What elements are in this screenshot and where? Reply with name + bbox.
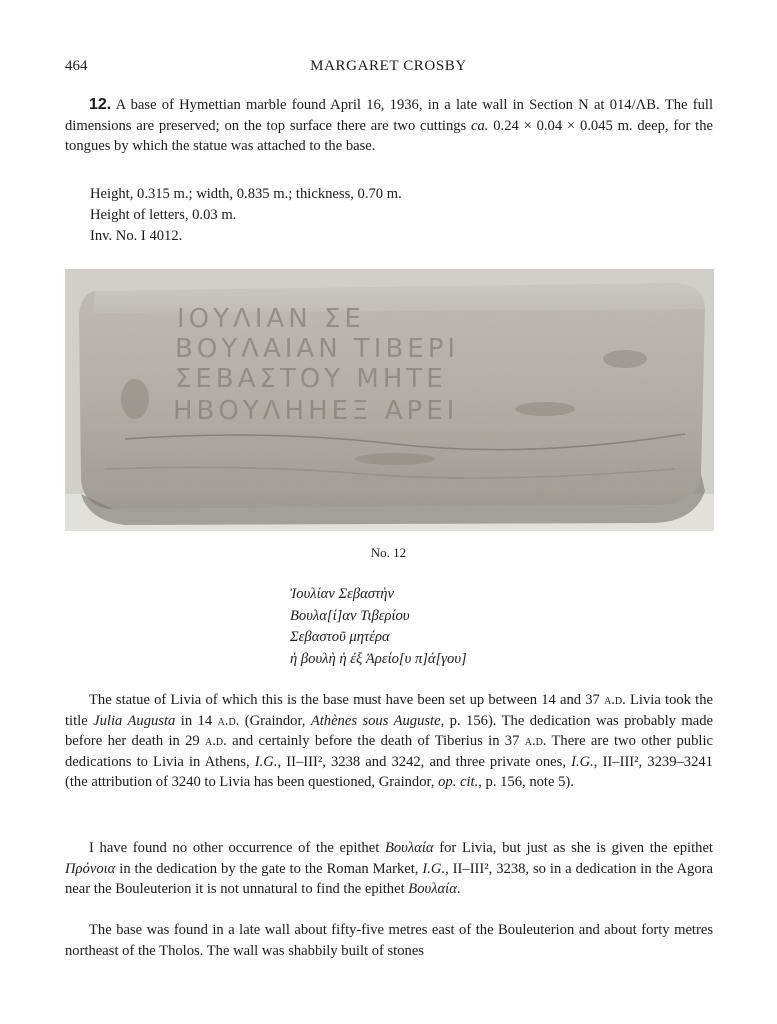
dimensions-size: Height, 0.315 m.; width, 0.835 m.; thickness, 0.70 m. (90, 186, 402, 202)
epithet-boulaia: Βουλαία (408, 881, 457, 897)
text-run: Livia took the title (65, 692, 713, 729)
epithet-boulaia: Βουλαία (384, 840, 434, 856)
text-run: . (456, 881, 461, 897)
text-run: There are two other public dedications to Livia in Athens, (65, 733, 713, 770)
svg-text:ΒΟΥΛΑΙΑΝ ΤΙΒΕΡΙ: ΒΟΥΛΑΙΑΝ ΤΙΒΕΡΙ (175, 334, 460, 364)
citation-title: Athènes sous Auguste (310, 712, 441, 729)
entry-intro-end: 0.24 × 0.04 × 0.045 m. deep, for the tongues by which the statue was attached to the base. (65, 117, 713, 154)
inscribed-base-photo (65, 269, 714, 531)
epithet-pronoia: Πρόνοια (65, 860, 116, 877)
title-julia-augusta: Julia Augusta (93, 712, 176, 729)
page-number: 464 (65, 58, 88, 74)
text-run: I have found no other occurrence of the epithet (89, 840, 385, 856)
text-run: The statue of Livia of which this is the base must have been set up between 14 and 37 (89, 692, 605, 708)
citation-ig: I.G. (422, 860, 446, 877)
inventory-number: Inv. No. I 4012. (90, 228, 183, 244)
running-head: MARGARET CROSBY (310, 58, 467, 74)
text-run: , II–III², 3238 and 3242, and three private ones, (277, 753, 572, 770)
inscription-line: Ἰουλίαν Σεβαστὴν (290, 586, 394, 602)
text-run: , II–III², 3238, so in a dedication in the Agora near the Bouleuterion it is not unnatural to find the epithet (65, 860, 713, 897)
photo-caption: No. 12 (370, 545, 407, 560)
commentary-paragraph-3: The base was found in a late wall about fifty-five metres east of the Bouleuterion and about forty metres northeast of the Tholos. The wall was shabbily built of stones (65, 922, 713, 959)
marble-base-illustration (65, 269, 714, 531)
text-run: , p. 156). The dedication was probably made before her death in 29 (65, 712, 714, 749)
dimensions-block (90, 184, 402, 247)
commentary-paragraph-2 (65, 838, 713, 900)
text-run: in 14 (175, 712, 218, 729)
entry-number: 12. (89, 96, 112, 113)
citation-ig: I.G. (571, 753, 594, 770)
page-header (65, 58, 712, 82)
dimensions-letters: Height of letters, 0.03 m. (90, 207, 237, 223)
text-run: in the dedication by the gate to the Roman Market, (115, 860, 423, 877)
era-abbrev: a.d. (205, 733, 227, 749)
inscription-line: ἡ βουλὴ ἡ ἐξ Ἀρείο[υ π]ά[γου] (290, 650, 467, 667)
svg-text:ΣΕΒΑΣΤΟΥ ΜΗΤΕ: ΣΕΒΑΣΤΟΥ ΜΗΤΕ (175, 364, 447, 394)
text-run: (Graindor, (239, 712, 311, 729)
citation-ig: I.G. (254, 753, 278, 770)
ca-abbrev: ca. (471, 117, 489, 134)
text-run: and certainly before the death of Tiberius in 37 (226, 733, 525, 749)
text-run: , p. 156, note 5). (478, 774, 574, 790)
entry-intro: A base of Hymettian marble found April 16, 1936, in a late wall in Section N at 014/ΛΒ. The full dimensions are preserved; on the top surface there are two cuttings (65, 97, 713, 134)
era-abbrev: a.d. (604, 692, 626, 708)
citation-op-cit: op. cit. (438, 774, 479, 790)
svg-text:ΙΟΥΛΙΑΝ ΣΕ: ΙΟΥΛΙΑΝ ΣΕ (177, 304, 365, 334)
inscription-line: Σεβαστοῦ μητέρα (290, 629, 390, 645)
inscription-line: Βουλα[ί]αν Τιβερίου (290, 607, 410, 624)
entry-description (65, 95, 713, 157)
commentary-paragraph-1 (65, 690, 713, 793)
era-abbrev: a.d. (524, 733, 547, 749)
text-run: for Livia, but just as she is given the epithet (433, 840, 713, 856)
inscription-text (290, 584, 467, 670)
text-run: , II–III², 3239–3241 (the attribution of 3240 to Livia has been questioned, Graindor, (65, 753, 713, 790)
svg-text:ΗΒΟΥΛΗΗΕΞ ΑΡΕΙ: ΗΒΟΥΛΗΗΕΞ ΑΡΕΙ (173, 396, 459, 426)
era-abbrev: a.d. (217, 712, 240, 729)
